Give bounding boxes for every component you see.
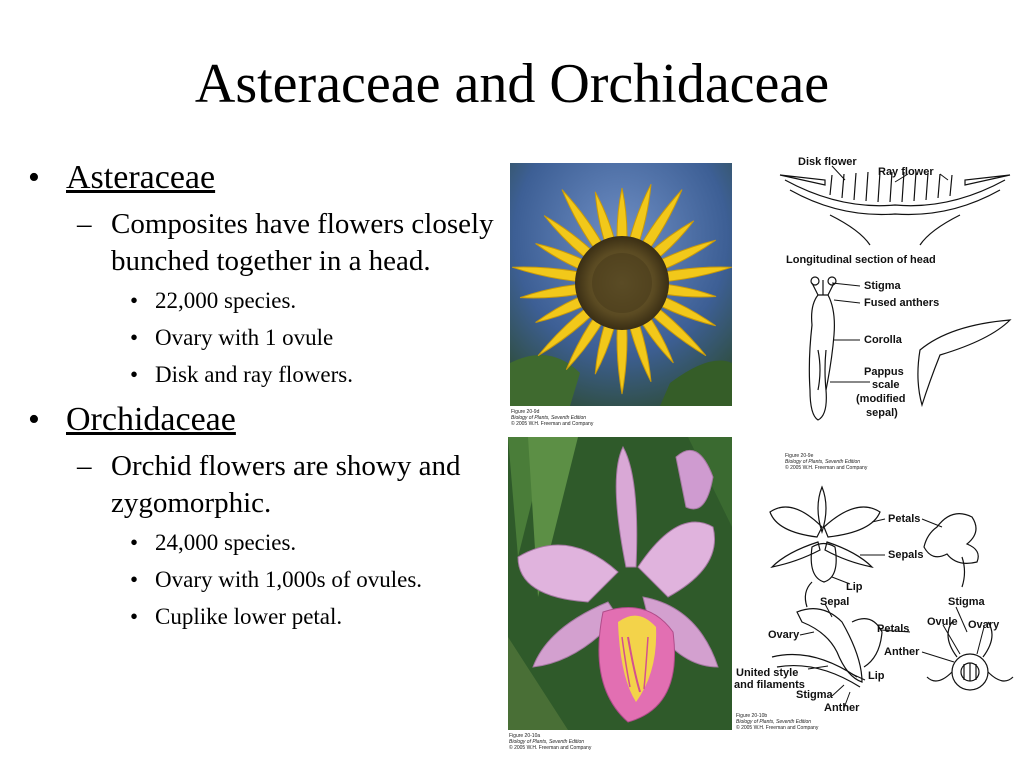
- caption-line: © 2005 W.H. Freeman and Company: [509, 745, 592, 751]
- orchid-photo: [508, 437, 732, 730]
- sunflower-caption: [511, 409, 593, 427]
- dash-mark: –: [77, 450, 92, 482]
- label-ovule: Ovule: [927, 616, 958, 628]
- label-ovary-left: Ovary: [768, 629, 800, 641]
- label-pappus-sepal: sepal): [866, 407, 898, 419]
- caption-line: Biology of Plants, Seventh Edition: [511, 415, 587, 421]
- label-petals-bottom: Petals: [877, 623, 910, 635]
- sub-text: Orchid flowers are showy and zygomorphic.: [111, 450, 461, 519]
- label-sepal: Sepal: [820, 596, 850, 608]
- list-item: [28, 356, 498, 393]
- bullet-list: [28, 158, 498, 635]
- label-pappus: Pappus: [864, 366, 904, 378]
- label-disk-flower: Disk flower: [798, 156, 857, 168]
- label-fused-anthers: Fused anthers: [864, 297, 940, 309]
- list-item: [28, 598, 498, 635]
- label-ray-flower: Ray flower: [878, 166, 934, 178]
- caption-line: Figure 20-9e: [785, 453, 814, 459]
- bullet-mark: •: [130, 567, 139, 592]
- label-petals-top: Petals: [888, 513, 921, 525]
- caption-line: Figure 20-10b: [736, 713, 768, 719]
- caption-line: Figure 20-9d: [511, 409, 540, 415]
- item-text: Cuplike lower petal.: [155, 604, 343, 629]
- sub-bullet-asteraceae: [28, 206, 498, 280]
- orchid-image: [508, 437, 732, 730]
- label-corolla: Corolla: [864, 334, 902, 346]
- asteraceae-diagram: [770, 150, 1020, 475]
- sub-text: Composites have flowers closely bunched together in a head.: [111, 208, 494, 277]
- item-text: Disk and ray flowers.: [155, 362, 354, 387]
- caption-line: Biology of Plants, Seventh Edition: [736, 719, 812, 725]
- label-stigma: Stigma: [864, 280, 901, 292]
- item-text: Ovary with 1 ovule: [155, 325, 334, 350]
- bullet-asteraceae: [28, 158, 498, 198]
- bullet-mark: •: [130, 288, 139, 313]
- heading-asteraceae: Asteraceae: [66, 159, 216, 196]
- list-item: [28, 524, 498, 561]
- label-stigma-right: Stigma: [948, 596, 985, 608]
- bullet-mark: •: [130, 604, 139, 629]
- label-lip-top: Lip: [846, 581, 863, 593]
- asteraceae-diagram-caption: [785, 453, 867, 471]
- caption-line: Figure 20-10a: [509, 733, 541, 739]
- item-text: 24,000 species.: [155, 530, 297, 555]
- item-text: 22,000 species.: [155, 288, 297, 313]
- heading-orchidaceae: Orchidaceae: [66, 401, 236, 438]
- caption-line: Biology of Plants, Seventh Edition: [509, 739, 585, 745]
- label-stigma-bottom: Stigma: [796, 689, 833, 701]
- item-text: Ovary with 1,000s of ovules.: [155, 567, 423, 592]
- bullet-mark: •: [130, 325, 139, 350]
- label-anther-bottom: Anther: [824, 702, 860, 714]
- caption-line: © 2005 W.H. Freeman and Company: [511, 421, 594, 427]
- label-ovary-right: Ovary: [968, 619, 1000, 631]
- orchid-diagram: [732, 482, 1022, 717]
- label-pappus-modified: (modified: [856, 393, 906, 405]
- bullet-mark: •: [130, 362, 139, 387]
- list-item: [28, 282, 498, 319]
- label-sepals: Sepals: [888, 549, 924, 561]
- bullet-mark: •: [28, 401, 40, 438]
- label-and-filaments: and filaments: [734, 679, 805, 691]
- orchid-caption: [509, 733, 591, 751]
- dash-mark: –: [77, 208, 92, 240]
- bullet-orchidaceae: [28, 400, 498, 440]
- caption-line: Biology of Plants, Seventh Edition: [785, 459, 861, 465]
- label-united-style: United style: [736, 667, 799, 679]
- sunflower-image: [510, 163, 732, 406]
- label-anther-right: Anther: [884, 646, 920, 658]
- label-lip-bottom: Lip: [868, 670, 885, 682]
- bullet-mark: •: [130, 530, 139, 555]
- sub-bullet-orchidaceae: [28, 448, 498, 522]
- slide-title: Asteraceae and Orchidaceae: [194, 53, 830, 115]
- list-item: [28, 561, 498, 598]
- bullet-mark: •: [28, 159, 40, 196]
- caption-line: © 2005 W.H. Freeman and Company: [785, 465, 868, 471]
- list-item: [28, 319, 498, 356]
- orchid-diagram-caption: [736, 713, 818, 731]
- label-section: Longitudinal section of head: [786, 254, 936, 266]
- sunflower-photo: [510, 163, 732, 406]
- caption-line: © 2005 W.H. Freeman and Company: [736, 725, 819, 731]
- label-pappus-scale: scale: [872, 379, 900, 391]
